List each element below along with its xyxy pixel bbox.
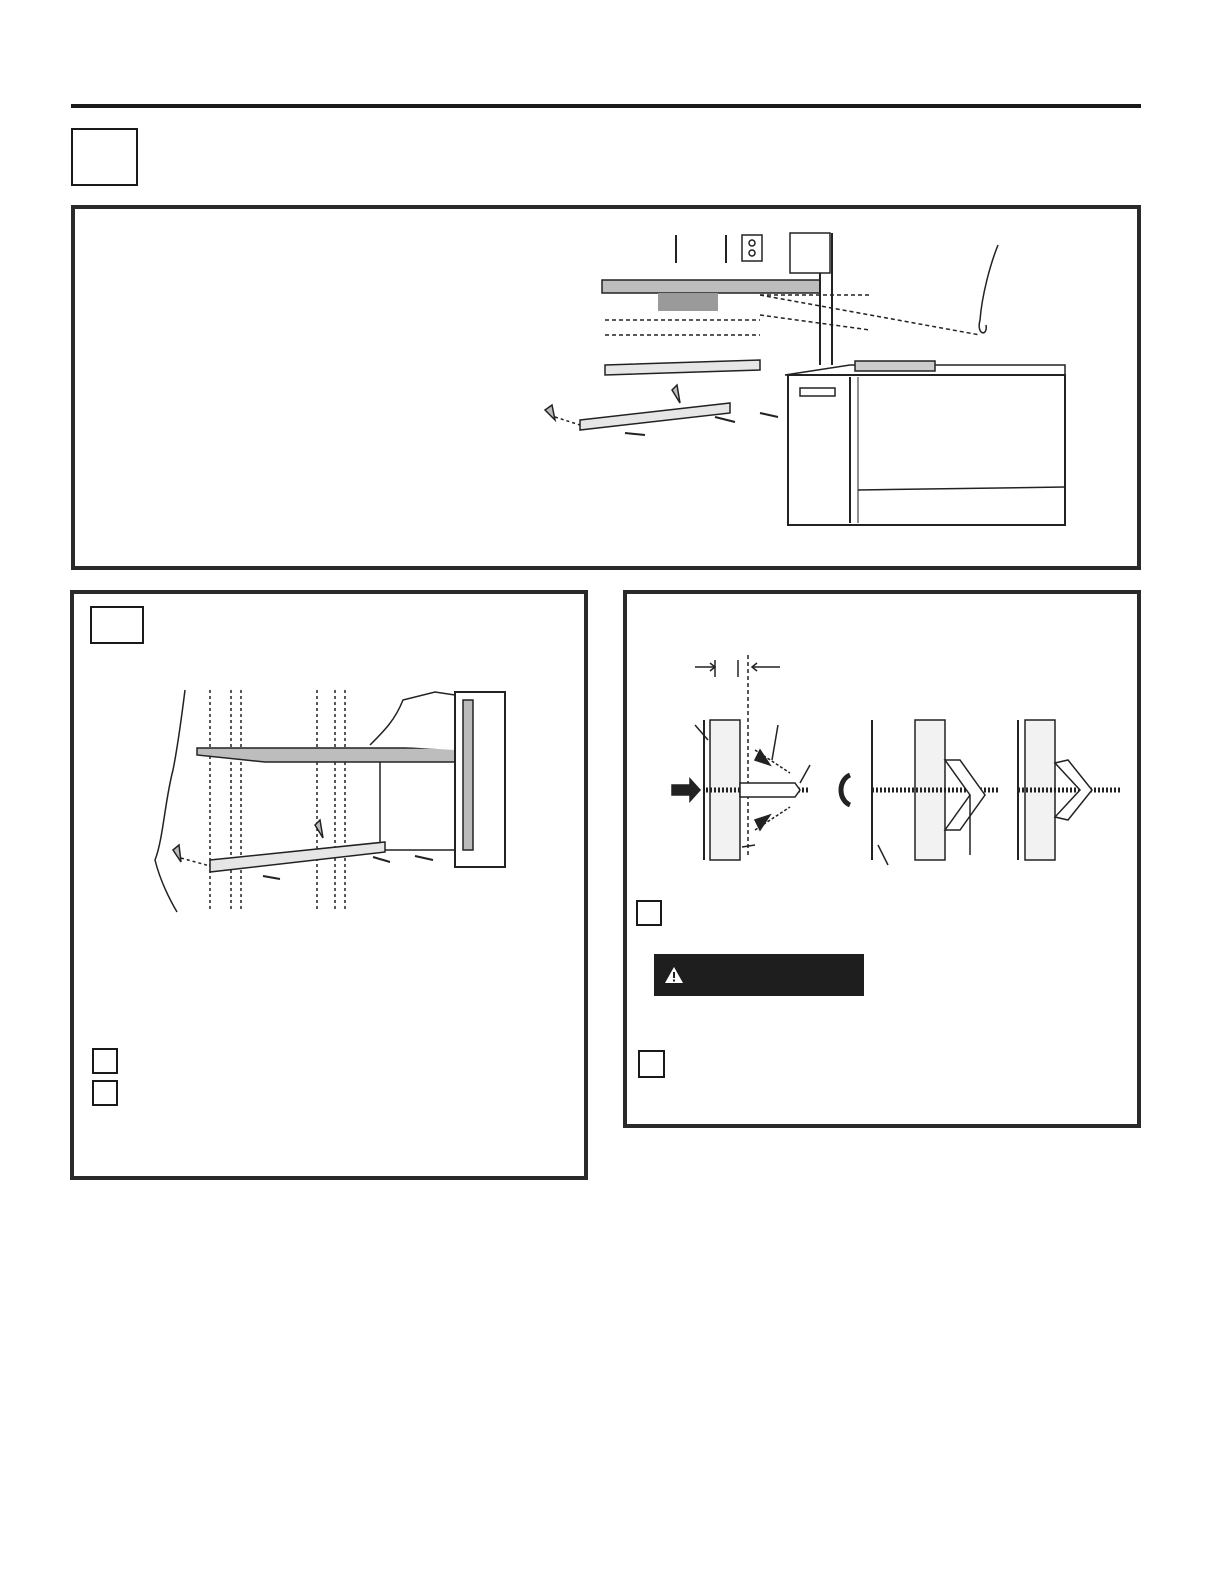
toggle-wing-right xyxy=(672,385,680,403)
left-checkbox-2[interactable] xyxy=(92,1080,118,1106)
toggle-wings-tight xyxy=(1055,760,1092,820)
wall-mounting-plate xyxy=(210,842,385,872)
wall-edge xyxy=(155,690,185,912)
wings-open-arrow-down xyxy=(755,815,770,830)
cabinet-shelf xyxy=(197,748,465,762)
right-checkbox-1[interactable] xyxy=(636,900,662,926)
microwave-vent xyxy=(800,388,835,396)
toggle-wings-open xyxy=(945,760,985,830)
wings-open-arrow-up xyxy=(755,750,770,765)
rotate-arrow xyxy=(841,775,850,805)
toggle-wings-folded xyxy=(740,783,800,797)
push-arrow xyxy=(672,779,700,801)
wall-plate-illustration xyxy=(145,690,515,915)
toggle-wing-a xyxy=(173,845,181,862)
cabinet-torn-edge xyxy=(370,692,455,750)
microwave-mounting-illustration xyxy=(520,225,1080,535)
top-vent-housing xyxy=(855,361,935,371)
toggle-wing-left xyxy=(545,405,555,420)
toggle-bolt-illustration xyxy=(660,655,1130,865)
cabinet-door xyxy=(790,233,830,273)
warning-triangle-icon xyxy=(664,966,684,984)
left-checkbox-1[interactable] xyxy=(92,1048,118,1074)
step-number-box xyxy=(71,128,138,186)
power-cord xyxy=(979,245,998,333)
wall-plate-installed xyxy=(605,360,760,375)
cabinet-shadow xyxy=(658,293,718,311)
warning-label xyxy=(654,954,864,996)
mounting-plate-exploded xyxy=(580,403,730,430)
right-checkbox-2[interactable] xyxy=(638,1050,665,1078)
microwave-body xyxy=(788,375,1065,525)
electrical-outlet xyxy=(742,235,762,261)
toggle-wing-b xyxy=(315,820,323,838)
upper-cabinet-shelf xyxy=(602,280,820,293)
left-step-box xyxy=(90,606,144,644)
header-rule xyxy=(71,104,1141,108)
